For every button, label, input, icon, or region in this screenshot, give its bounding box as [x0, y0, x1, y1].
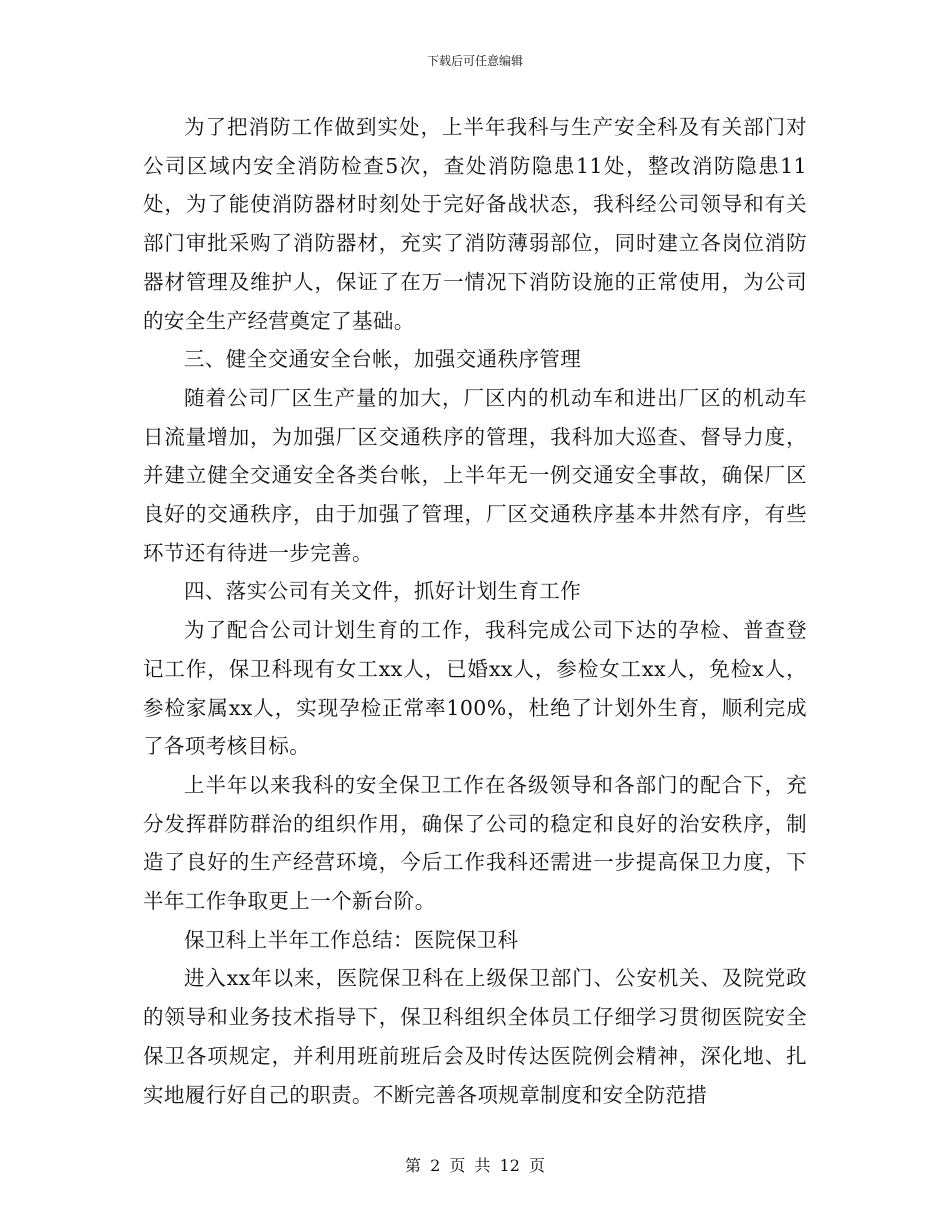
section-heading-traffic: 三、健全交通安全台帐，加强交通秩序管理 — [184, 347, 582, 372]
paragraph-fire-safety: 为了把消防工作做到实处，上半年我科与生产安全科及有关部门对公司区域内安全消防检查5次，查处消防隐患11处，整改消防隐患11处，为了能使消防器材时刻处于完好备战状态，我科经公司领导和有关部门审批采购了消防器材，充实了消防薄弱部位，同时建立各岗位消防器材管理及维护人，保证了在万一情况下消防设施的正常使用，为公司的安全生产经营奠定了基础。 — [143, 115, 807, 333]
section-heading-family-planning: 四、落实公司有关文件，抓好计划生育工作 — [184, 579, 582, 604]
page-header: 下载后可任意编辑 — [426, 54, 523, 68]
paragraph-hospital: 进入xx年以来，医院保卫科在上级保卫部门、公安机关、及院党政的领导和业务技术指导下，保卫科组织全体员工仔细学习贯彻医院安全保卫各项规定，并利用班前班后会及时传达医院例会精神，深化地、扎实地履行好自己的职责。不断完善各项规章制度和安全防范措 — [143, 966, 807, 1107]
paragraph-traffic: 随着公司厂区生产量的加大，厂区内的机动车和进出厂区的机动车日流量增加，为加强厂区交通秩序的管理，我科加大巡查、督导力度，并建立健全交通安全各类台帐，上半年无一例交通安全事故，确保厂区良好的交通秩序，由于加强了管理，厂区交通秩序基本井然有序，有些环节还有待进一步完善。 — [143, 385, 807, 565]
section-heading-hospital: 保卫科上半年工作总结：医院保卫科 — [184, 927, 519, 952]
paragraph-summary: 上半年以来我科的安全保卫工作在各级领导和各部门的配合下，充分发挥群防群治的组织作用，确保了公司的稳定和良好的治安秩序，制造了良好的生产经营环境，今后工作我科还需进一步提高保卫力度，下半年工作争取更上一个新台阶。 — [143, 772, 807, 914]
paragraph-family-planning: 为了配合公司计划生育的工作，我科完成公司下达的孕检、普查登记工作，保卫科现有女工xx人，已婚xx人，参检女工xx人，免检x人，参检家属xx人，实现孕检正常率100%，杜绝了计划外生育，顺利完成了各项考核目标。 — [143, 618, 807, 759]
page-number-footer: 第 2 页 共 12 页 — [405, 1156, 545, 1175]
document-body — [143, 108, 807, 1114]
